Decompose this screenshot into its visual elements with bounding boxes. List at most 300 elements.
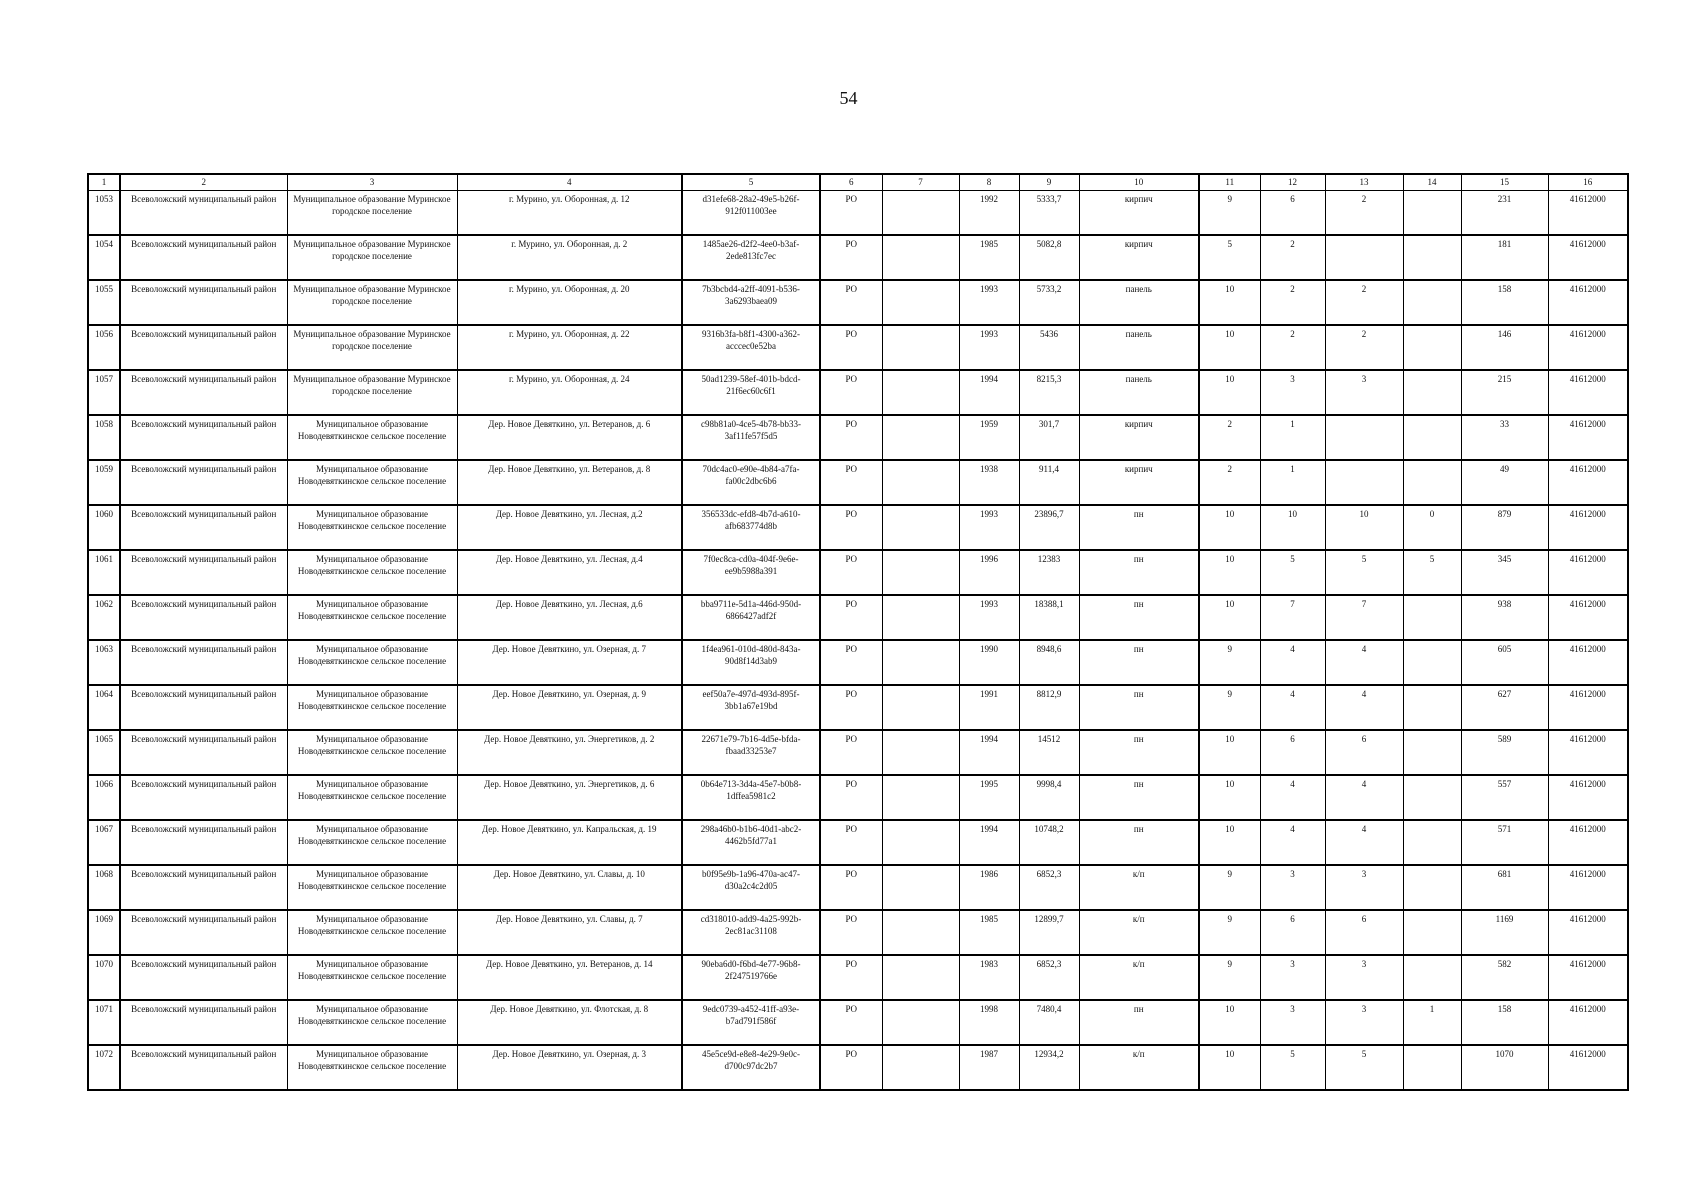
table-cell: 5 xyxy=(1403,550,1461,595)
table-cell: Муниципальное образование Новодевяткинское сельское поселение xyxy=(287,910,457,955)
table-cell: кирпич xyxy=(1079,191,1199,236)
table-cell xyxy=(1403,910,1461,955)
table-cell: Всеволожский муниципальный район xyxy=(120,955,287,1000)
table-cell: РО xyxy=(820,685,882,730)
table-cell: 215 xyxy=(1461,370,1548,415)
table-cell: 5082,8 xyxy=(1019,235,1079,280)
table-cell: Дер. Новое Девяткино, ул. Лесная, д.6 xyxy=(457,595,682,640)
table-cell xyxy=(1403,191,1461,236)
table-row xyxy=(88,595,1628,640)
table-cell: г. Мурино, ул. Оборонная, д. 12 xyxy=(457,191,682,236)
table-cell: Дер. Новое Девяткино, ул. Энергетиков, д. 2 xyxy=(457,730,682,775)
table-cell: 3 xyxy=(1325,955,1403,1000)
table-cell: 41612000 xyxy=(1548,370,1628,415)
table-cell xyxy=(1403,730,1461,775)
table-cell: панель xyxy=(1079,280,1199,325)
table-cell: 1985 xyxy=(959,235,1019,280)
table-cell: Всеволожский муниципальный район xyxy=(120,415,287,460)
table-cell: 1064 xyxy=(88,685,120,730)
table-cell: 10748,2 xyxy=(1019,820,1079,865)
table-cell: 5 xyxy=(1325,550,1403,595)
table-cell: Муниципальное образование Новодевяткинское сельское поселение xyxy=(287,775,457,820)
table-cell: 681 xyxy=(1461,865,1548,910)
table-cell: 7480,4 xyxy=(1019,1000,1079,1045)
table-cell: г. Мурино, ул. Оборонная, д. 22 xyxy=(457,325,682,370)
table-cell: 1070 xyxy=(88,955,120,1000)
table-cell: 41612000 xyxy=(1548,505,1628,550)
table-cell: 1060 xyxy=(88,505,120,550)
table-cell: 49 xyxy=(1461,460,1548,505)
table-cell: 6 xyxy=(1260,910,1325,955)
table-header xyxy=(88,174,1628,191)
column-header: 15 xyxy=(1461,174,1548,191)
table-cell: кирпич xyxy=(1079,415,1199,460)
table-cell xyxy=(882,640,959,685)
table-cell: 41612000 xyxy=(1548,955,1628,1000)
table-cell: 9 xyxy=(1199,191,1260,236)
table-cell xyxy=(882,685,959,730)
table-cell: 41612000 xyxy=(1548,910,1628,955)
table-cell: Всеволожский муниципальный район xyxy=(120,730,287,775)
table-cell xyxy=(1403,595,1461,640)
table-cell: 8215,3 xyxy=(1019,370,1079,415)
table-cell: 9 xyxy=(1199,685,1260,730)
table-cell: 1993 xyxy=(959,505,1019,550)
table-cell: 4 xyxy=(1260,640,1325,685)
column-header: 16 xyxy=(1548,174,1628,191)
table-cell: 6852,3 xyxy=(1019,865,1079,910)
table-cell: РО xyxy=(820,910,882,955)
table-cell xyxy=(1403,955,1461,1000)
table-cell: РО xyxy=(820,865,882,910)
table-cell: панель xyxy=(1079,370,1199,415)
table-cell: 18388,1 xyxy=(1019,595,1079,640)
table-cell xyxy=(882,280,959,325)
table-cell: 41612000 xyxy=(1548,640,1628,685)
table-cell: 23896,7 xyxy=(1019,505,1079,550)
table-cell: РО xyxy=(820,235,882,280)
column-header: 5 xyxy=(682,174,820,191)
table-cell: 2 xyxy=(1260,325,1325,370)
table-cell: 90eba6d0-f6bd-4e77-96b8-2f247519766e xyxy=(682,955,820,1000)
table-cell: пн xyxy=(1079,775,1199,820)
table-cell: РО xyxy=(820,415,882,460)
table-cell: 5 xyxy=(1325,1045,1403,1090)
table-cell: РО xyxy=(820,730,882,775)
table-cell: 2 xyxy=(1199,460,1260,505)
table-cell: 879 xyxy=(1461,505,1548,550)
table-cell: 9 xyxy=(1199,640,1260,685)
table-cell: 41612000 xyxy=(1548,325,1628,370)
table-cell: Муниципальное образование Новодевяткинское сельское поселение xyxy=(287,505,457,550)
table-cell: РО xyxy=(820,280,882,325)
column-header: 10 xyxy=(1079,174,1199,191)
column-header: 12 xyxy=(1260,174,1325,191)
table-cell: Всеволожский муниципальный район xyxy=(120,280,287,325)
table-cell: bba9711e-5d1a-446d-950d-6866427adf2f xyxy=(682,595,820,640)
table-cell: 557 xyxy=(1461,775,1548,820)
table-row xyxy=(88,1000,1628,1045)
table-cell xyxy=(882,415,959,460)
table-cell: Муниципальное образование Новодевяткинское сельское поселение xyxy=(287,685,457,730)
table-cell: 10 xyxy=(1199,820,1260,865)
table-row xyxy=(88,505,1628,550)
table-cell: 5333,7 xyxy=(1019,191,1079,236)
table-cell: 1056 xyxy=(88,325,120,370)
table-cell: 1998 xyxy=(959,1000,1019,1045)
table-cell: 1959 xyxy=(959,415,1019,460)
table-cell: Муниципальное образование Новодевяткинское сельское поселение xyxy=(287,730,457,775)
table-cell: 0b64e713-3d4a-45e7-b0b8-1dffea5981c2 xyxy=(682,775,820,820)
table-cell: к/п xyxy=(1079,955,1199,1000)
table-cell: 9 xyxy=(1199,955,1260,1000)
table-cell xyxy=(1325,460,1403,505)
table-cell xyxy=(882,191,959,236)
table-cell: 1063 xyxy=(88,640,120,685)
table-cell: 41612000 xyxy=(1548,280,1628,325)
page-number: 54 xyxy=(839,88,858,108)
table-cell: 3 xyxy=(1260,1000,1325,1045)
table-cell: 158 xyxy=(1461,1000,1548,1045)
table-cell: 1 xyxy=(1403,1000,1461,1045)
table-cell: 1062 xyxy=(88,595,120,640)
table-cell: Муниципальное образование Новодевяткинское сельское поселение xyxy=(287,595,457,640)
table-cell: Муниципальное образование Новодевяткинское сельское поселение xyxy=(287,1045,457,1090)
table-cell: РО xyxy=(820,1045,882,1090)
table-cell: 6 xyxy=(1325,730,1403,775)
table-row xyxy=(88,325,1628,370)
table-cell: 1057 xyxy=(88,370,120,415)
table-cell: 1993 xyxy=(959,280,1019,325)
table-cell: 41612000 xyxy=(1548,235,1628,280)
table-cell: 10 xyxy=(1199,550,1260,595)
table-cell: Всеволожский муниципальный район xyxy=(120,505,287,550)
table-cell: 41612000 xyxy=(1548,415,1628,460)
column-header: 2 xyxy=(120,174,287,191)
table-cell: РО xyxy=(820,550,882,595)
table-cell: 345 xyxy=(1461,550,1548,595)
table-cell: 1 xyxy=(1260,460,1325,505)
table-cell: 1993 xyxy=(959,595,1019,640)
table-cell xyxy=(882,460,959,505)
table-cell xyxy=(1403,775,1461,820)
table-cell xyxy=(882,730,959,775)
table-cell: 3 xyxy=(1260,865,1325,910)
table-row xyxy=(88,865,1628,910)
table-cell: 938 xyxy=(1461,595,1548,640)
table-cell: Муниципальное образование Новодевяткинское сельское поселение xyxy=(287,460,457,505)
table-cell xyxy=(1403,280,1461,325)
table-cell xyxy=(882,910,959,955)
table-cell: Всеволожский муниципальный район xyxy=(120,640,287,685)
table-cell: 571 xyxy=(1461,820,1548,865)
table-cell: 1071 xyxy=(88,1000,120,1045)
table-cell: Всеволожский муниципальный район xyxy=(120,775,287,820)
table-cell: 1053 xyxy=(88,191,120,236)
table-cell: 7b3bcbd4-a2ff-4091-b536-3a6293baea09 xyxy=(682,280,820,325)
table-cell: 627 xyxy=(1461,685,1548,730)
table-cell: 10 xyxy=(1199,325,1260,370)
table-cell: 41612000 xyxy=(1548,775,1628,820)
table-row xyxy=(88,191,1628,236)
table-row xyxy=(88,775,1628,820)
table-row xyxy=(88,280,1628,325)
table-cell: Всеволожский муниципальный район xyxy=(120,460,287,505)
table-cell xyxy=(882,1000,959,1045)
table-row xyxy=(88,550,1628,595)
table-cell: 1990 xyxy=(959,640,1019,685)
table-cell: 10 xyxy=(1199,1045,1260,1090)
table-cell: 1983 xyxy=(959,955,1019,1000)
table-cell: Муниципальное образование Новодевяткинское сельское поселение xyxy=(287,1000,457,1045)
table-cell: г. Мурино, ул. Оборонная, д. 2 xyxy=(457,235,682,280)
table-cell: к/п xyxy=(1079,910,1199,955)
column-header: 8 xyxy=(959,174,1019,191)
table-cell: РО xyxy=(820,1000,882,1045)
table-cell: 181 xyxy=(1461,235,1548,280)
table-cell: 50ad1239-58ef-401b-bdcd-21f6ec60c6f1 xyxy=(682,370,820,415)
table-cell: 1992 xyxy=(959,191,1019,236)
table-cell: пн xyxy=(1079,505,1199,550)
table-cell: 2 xyxy=(1325,191,1403,236)
table-cell xyxy=(882,865,959,910)
table-cell: 8812,9 xyxy=(1019,685,1079,730)
table-cell: 1054 xyxy=(88,235,120,280)
table-cell: 4 xyxy=(1260,685,1325,730)
table-cell: 22671e79-7b16-4d5e-bfda-fbaad33253e7 xyxy=(682,730,820,775)
table-cell: 10 xyxy=(1199,775,1260,820)
table-cell xyxy=(882,595,959,640)
table-cell: пн xyxy=(1079,550,1199,595)
table-cell: РО xyxy=(820,640,882,685)
table-cell: 582 xyxy=(1461,955,1548,1000)
table-cell: 1055 xyxy=(88,280,120,325)
table-cell: 3 xyxy=(1325,865,1403,910)
table-cell: Дер. Новое Девяткино, ул. Ветеранов, д. 8 xyxy=(457,460,682,505)
table-cell: 41612000 xyxy=(1548,595,1628,640)
table-cell: РО xyxy=(820,820,882,865)
table-cell: 10 xyxy=(1325,505,1403,550)
column-header: 9 xyxy=(1019,174,1079,191)
table-cell: 1994 xyxy=(959,730,1019,775)
table-cell: 3 xyxy=(1325,370,1403,415)
table-cell: 4 xyxy=(1325,685,1403,730)
table-cell xyxy=(1325,235,1403,280)
table-cell: Всеволожский муниципальный район xyxy=(120,595,287,640)
table-cell: Дер. Новое Девяткино, ул. Ветеранов, д. 6 xyxy=(457,415,682,460)
table-cell: 7 xyxy=(1260,595,1325,640)
housing-registry-table xyxy=(87,173,1629,1091)
table-row xyxy=(88,910,1628,955)
table-cell xyxy=(1403,460,1461,505)
table-cell: Дер. Новое Девяткино, ул. Озерная, д. 3 xyxy=(457,1045,682,1090)
table-cell: Дер. Новое Девяткино, ул. Славы, д. 10 xyxy=(457,865,682,910)
table-cell: 1067 xyxy=(88,820,120,865)
table-cell: РО xyxy=(820,955,882,1000)
table-cell: 301,7 xyxy=(1019,415,1079,460)
table-cell: 6 xyxy=(1325,910,1403,955)
table-cell: 1994 xyxy=(959,820,1019,865)
table-cell: 10 xyxy=(1199,505,1260,550)
table-cell: кирпич xyxy=(1079,235,1199,280)
table-cell: Муниципальное образование Новодевяткинское сельское поселение xyxy=(287,820,457,865)
table-cell: 41612000 xyxy=(1548,1000,1628,1045)
table-cell: 5436 xyxy=(1019,325,1079,370)
table-cell: 33 xyxy=(1461,415,1548,460)
table-cell: 1986 xyxy=(959,865,1019,910)
table-cell: 0 xyxy=(1403,505,1461,550)
column-header: 1 xyxy=(88,174,120,191)
table-cell: 41612000 xyxy=(1548,820,1628,865)
table-cell: 41612000 xyxy=(1548,1045,1628,1090)
table-row xyxy=(88,685,1628,730)
table-cell xyxy=(1403,415,1461,460)
table-cell: Всеволожский муниципальный район xyxy=(120,910,287,955)
table-cell: Муниципальное образование Муринское городское поселение xyxy=(287,370,457,415)
table-cell: 9 xyxy=(1199,910,1260,955)
table-cell: Дер. Новое Девяткино, ул. Озерная, д. 9 xyxy=(457,685,682,730)
table-cell: пн xyxy=(1079,730,1199,775)
table-cell: 5733,2 xyxy=(1019,280,1079,325)
table-cell: b0f95e9b-1a96-470a-ac47-d30a2c4c2d05 xyxy=(682,865,820,910)
table-cell: 911,4 xyxy=(1019,460,1079,505)
table-cell: Дер. Новое Девяткино, ул. Лесная, д.4 xyxy=(457,550,682,595)
table-cell: Муниципальное образование Муринское городское поселение xyxy=(287,280,457,325)
table-cell xyxy=(1403,235,1461,280)
table-cell: 1 xyxy=(1260,415,1325,460)
table-cell: 4 xyxy=(1325,775,1403,820)
table-cell xyxy=(882,955,959,1000)
table-cell: 10 xyxy=(1199,595,1260,640)
table-cell: Муниципальное образование Новодевяткинское сельское поселение xyxy=(287,640,457,685)
table-cell: кирпич xyxy=(1079,460,1199,505)
table-cell: Всеволожский муниципальный район xyxy=(120,1045,287,1090)
table-cell: 1058 xyxy=(88,415,120,460)
column-header: 3 xyxy=(287,174,457,191)
table-cell xyxy=(882,775,959,820)
table-cell: 41612000 xyxy=(1548,685,1628,730)
table-cell: 10 xyxy=(1199,370,1260,415)
table-cell: 3 xyxy=(1325,1000,1403,1045)
table-row xyxy=(88,730,1628,775)
table-cell: пн xyxy=(1079,595,1199,640)
table-cell: 1996 xyxy=(959,550,1019,595)
table-cell: Дер. Новое Девяткино, ул. Капральская, д. 19 xyxy=(457,820,682,865)
table-cell: 5 xyxy=(1260,1045,1325,1090)
table-cell: пн xyxy=(1079,820,1199,865)
table-cell: 1995 xyxy=(959,775,1019,820)
table-cell xyxy=(882,505,959,550)
table-body xyxy=(88,191,1628,1091)
table-cell: 14512 xyxy=(1019,730,1079,775)
table-cell xyxy=(1403,370,1461,415)
table-cell: 1991 xyxy=(959,685,1019,730)
table-cell: 1993 xyxy=(959,325,1019,370)
table-cell: 6852,3 xyxy=(1019,955,1079,1000)
table-cell: 12383 xyxy=(1019,550,1079,595)
table-cell: 1061 xyxy=(88,550,120,595)
table-cell: 3 xyxy=(1260,370,1325,415)
table-cell: 4 xyxy=(1260,775,1325,820)
table-cell: 4 xyxy=(1325,640,1403,685)
table-cell: Муниципальное образование Муринское городское поселение xyxy=(287,235,457,280)
table-cell xyxy=(1403,325,1461,370)
table-cell xyxy=(1325,415,1403,460)
table-cell xyxy=(1403,685,1461,730)
table-row xyxy=(88,820,1628,865)
table-cell: 41612000 xyxy=(1548,730,1628,775)
table-cell: 589 xyxy=(1461,730,1548,775)
table-cell: 298a46b0-b1b6-40d1-abc2-4462b5fd77a1 xyxy=(682,820,820,865)
table-cell: 1072 xyxy=(88,1045,120,1090)
table-cell: Всеволожский муниципальный район xyxy=(120,325,287,370)
table-cell: Всеволожский муниципальный район xyxy=(120,550,287,595)
table-cell: 12899,7 xyxy=(1019,910,1079,955)
table-cell: 1069 xyxy=(88,910,120,955)
table-cell: c98b81a0-4ce5-4b78-bb33-3af11fe57f5d5 xyxy=(682,415,820,460)
table-cell: d31efe68-28a2-49e5-b26f-912f011003ee xyxy=(682,191,820,236)
table-cell: 356533dc-efd8-4b7d-a610-afb683774d8b xyxy=(682,505,820,550)
table-cell: г. Мурино, ул. Оборонная, д. 20 xyxy=(457,280,682,325)
table-row xyxy=(88,415,1628,460)
column-header: 7 xyxy=(882,174,959,191)
table-cell: Дер. Новое Девяткино, ул. Лесная, д.2 xyxy=(457,505,682,550)
table-cell: 2 xyxy=(1199,415,1260,460)
header-row xyxy=(88,174,1628,191)
table-cell: Всеволожский муниципальный район xyxy=(120,1000,287,1045)
table-cell: Муниципальное образование Муринское городское поселение xyxy=(287,191,457,236)
table-cell xyxy=(882,550,959,595)
table-cell: Муниципальное образование Новодевяткинское сельское поселение xyxy=(287,550,457,595)
table-cell: 4 xyxy=(1325,820,1403,865)
table-cell: РО xyxy=(820,595,882,640)
table-row xyxy=(88,370,1628,415)
table-cell: 2 xyxy=(1260,280,1325,325)
column-header: 14 xyxy=(1403,174,1461,191)
table-cell: РО xyxy=(820,370,882,415)
table-cell: 1485ae26-d2f2-4ee0-b3af-2ede813fc7ec xyxy=(682,235,820,280)
table-cell: Дер. Новое Девяткино, ул. Ветеранов, д. 14 xyxy=(457,955,682,1000)
table-cell: 605 xyxy=(1461,640,1548,685)
table-cell xyxy=(1403,640,1461,685)
column-header: 4 xyxy=(457,174,682,191)
table-cell: пн xyxy=(1079,1000,1199,1045)
table-cell: 70dc4ac0-e90e-4b84-a7fa-fa00c2dbc6b6 xyxy=(682,460,820,505)
table-cell: 5 xyxy=(1260,550,1325,595)
table-cell: 7 xyxy=(1325,595,1403,640)
table-cell: Муниципальное образование Новодевяткинское сельское поселение xyxy=(287,955,457,1000)
table-cell: Всеволожский муниципальный район xyxy=(120,685,287,730)
table-cell: eef50a7e-497d-493d-895f-3bb1a67e19bd xyxy=(682,685,820,730)
table-cell: 1987 xyxy=(959,1045,1019,1090)
table-cell: 4 xyxy=(1260,820,1325,865)
table-cell: 6 xyxy=(1260,730,1325,775)
table-cell: 9316b3fa-b8f1-4300-a362-acccec0e52ba xyxy=(682,325,820,370)
table-cell: Всеволожский муниципальный район xyxy=(120,865,287,910)
table-cell xyxy=(1403,820,1461,865)
table-cell: 1059 xyxy=(88,460,120,505)
column-header: 6 xyxy=(820,174,882,191)
table-cell: Муниципальное образование Муринское городское поселение xyxy=(287,325,457,370)
table-cell: 41612000 xyxy=(1548,550,1628,595)
table-cell: 2 xyxy=(1260,235,1325,280)
table-cell: Муниципальное образование Новодевяткинское сельское поселение xyxy=(287,865,457,910)
table-cell: 231 xyxy=(1461,191,1548,236)
column-header: 13 xyxy=(1325,174,1403,191)
table-cell: панель xyxy=(1079,325,1199,370)
table-cell: 8948,6 xyxy=(1019,640,1079,685)
table-cell: РО xyxy=(820,775,882,820)
